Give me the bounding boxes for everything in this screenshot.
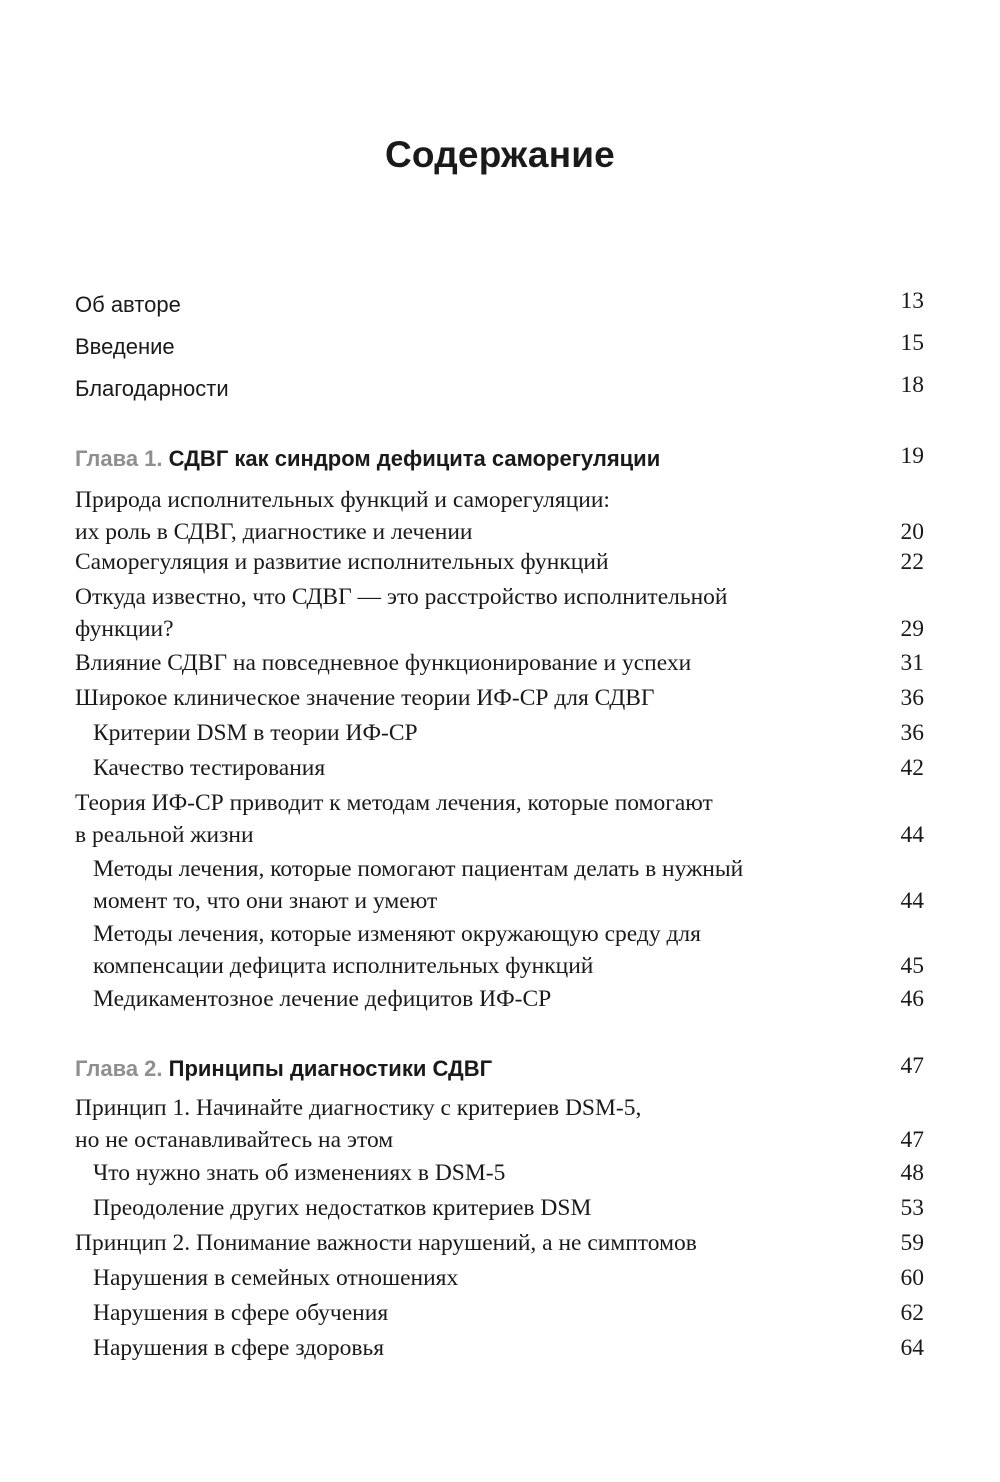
toc-entry-title: Об авторе — [75, 292, 181, 317]
toc-entry-title: Откуда известно, что СДВГ — это расстройство исполнительной функции? — [75, 584, 728, 642]
toc-entry-title: Теория ИФ-СР приводит к методам лечения, которые помогают в реальной жизни — [75, 790, 713, 848]
toc-page-number: 64 — [900, 1335, 924, 1361]
toc-page-number: 18 — [900, 372, 924, 398]
toc-entry[interactable] — [75, 787, 924, 851]
toc-entry-title: Методы лечения, которые помогают пациентам делать в нужный момент то, что они знают и умеют — [93, 856, 744, 914]
toc-page-number: 36 — [900, 720, 924, 746]
toc-chapter-1[interactable] — [75, 440, 924, 472]
toc-entry-title: Нарушения в семейных отношениях — [93, 1265, 459, 1291]
chapter-heading — [75, 1056, 492, 1082]
toc-entry-title: Нарушения в сфере здоровья — [93, 1335, 385, 1361]
toc-page-number: 45 — [900, 953, 924, 979]
toc-page-number: 20 — [900, 519, 924, 545]
chapter-label: Глава 1. — [75, 446, 163, 471]
toc-entry-title: Критерии DSM в теории ИФ-СР — [93, 720, 418, 746]
toc-page-number: 44 — [900, 888, 924, 914]
toc-page-number: 60 — [900, 1265, 924, 1291]
toc-page-number: 47 — [900, 1053, 924, 1079]
toc-subentry[interactable] — [75, 1192, 924, 1224]
toc-page-number: 13 — [900, 288, 924, 314]
page-title: Содержание — [385, 134, 615, 175]
toc-subentry[interactable] — [75, 1157, 924, 1189]
toc-entry[interactable] — [75, 581, 924, 645]
toc-subentry[interactable] — [75, 918, 924, 982]
toc-entry[interactable] — [75, 647, 924, 679]
toc-page-number: 44 — [900, 822, 924, 848]
toc-entry-title: Методы лечения, которые изменяют окружающую среду для компенсации дефицита исполнительных функций — [93, 921, 701, 979]
toc-page-number: 15 — [900, 330, 924, 356]
toc-subentry[interactable] — [75, 983, 924, 1015]
toc-entry-title: Благодарности — [75, 376, 229, 401]
toc-page-number: 46 — [900, 986, 924, 1012]
toc-page-number: 47 — [900, 1127, 924, 1153]
toc-entry-title: Качество тестирования — [93, 755, 326, 781]
toc-page-number: 19 — [900, 443, 924, 469]
toc-entry-about-author[interactable] — [75, 285, 924, 317]
toc-entry-title: Широкое клиническое значение теории ИФ-СР для СДВГ — [75, 685, 655, 711]
toc-subentry[interactable] — [75, 1332, 924, 1364]
toc-entry[interactable] — [75, 682, 924, 714]
toc-entry-title: Влияние СДВГ на повседневное функционирование и успехи — [75, 650, 692, 676]
toc-entry[interactable] — [75, 1092, 924, 1156]
chapter-title: СДВГ как синдром дефицита саморегуляции — [168, 446, 661, 471]
toc-entry-title: Что нужно знать об изменениях в DSM-5 — [93, 1160, 506, 1186]
toc-page-number: 31 — [900, 650, 924, 676]
toc-page-number: 29 — [900, 616, 924, 642]
toc-page-number: 62 — [900, 1300, 924, 1326]
toc-entry-title: Саморегуляция и развитие исполнительных функций — [75, 549, 609, 575]
toc-subentry[interactable] — [75, 1297, 924, 1329]
toc-entry-title: Принцип 1. Начинайте диагностику с критериев DSM-5, но не останавливайтесь на этом — [75, 1095, 642, 1153]
toc-subentry[interactable] — [75, 752, 924, 784]
toc-entry-introduction[interactable] — [75, 327, 924, 359]
toc-entry-title: Преодоление других недостатков критериев DSM — [93, 1195, 592, 1221]
toc-chapter-2[interactable] — [75, 1050, 924, 1082]
toc-entry[interactable] — [75, 1227, 924, 1259]
toc-entry-title: Природа исполнительных функций и саморегуляции: их роль в СДВГ, диагностике и лечении — [75, 487, 610, 545]
toc-page-number: 22 — [900, 549, 924, 575]
toc-entry-title: Нарушения в сфере обучения — [93, 1300, 389, 1326]
toc-subentry[interactable] — [75, 853, 924, 917]
chapter-title: Принципы диагностики СДВГ — [168, 1056, 493, 1081]
toc-entry-acknowledgements[interactable] — [75, 369, 924, 401]
toc-entry-title: Медикаментозное лечение дефицитов ИФ-СР — [93, 986, 552, 1012]
chapter-label: Глава 2. — [75, 1056, 163, 1081]
toc-entry[interactable] — [75, 546, 924, 578]
toc-entry-title: Принцип 2. Понимание важности нарушений, а не симптомов — [75, 1230, 697, 1256]
toc-page-number: 42 — [900, 755, 924, 781]
toc-entry-title: Введение — [75, 334, 175, 359]
toc-page-number: 36 — [900, 685, 924, 711]
toc-page-number: 59 — [900, 1230, 924, 1256]
toc-page-number: 48 — [900, 1160, 924, 1186]
toc-subentry[interactable] — [75, 717, 924, 749]
toc-entry[interactable] — [75, 484, 924, 548]
toc-subentry[interactable] — [75, 1262, 924, 1294]
chapter-heading — [75, 446, 660, 472]
toc-page-number: 53 — [900, 1195, 924, 1221]
